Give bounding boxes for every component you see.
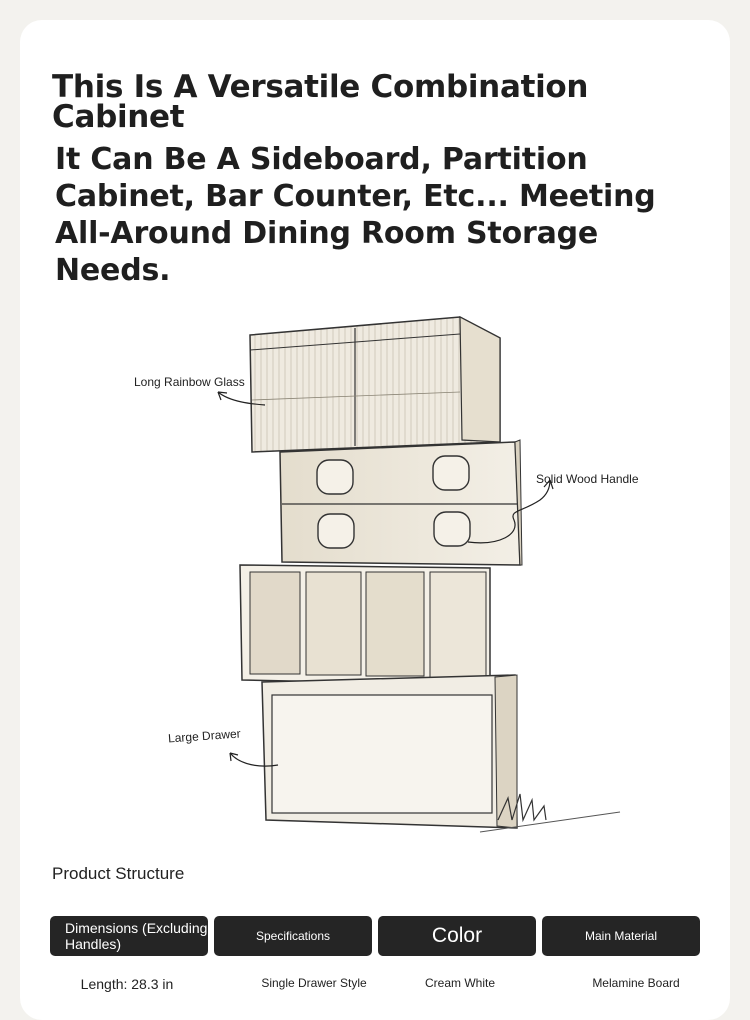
section-label: Product Structure: [52, 864, 185, 883]
spec-header-material: Main Material: [542, 916, 700, 956]
large-drawer-cabinet: [262, 675, 620, 832]
handle-icon: [318, 514, 354, 548]
spec-value-dimensions: Length: 28.3 in: [80, 976, 174, 992]
spec-value-specifications: Single Drawer Style: [261, 976, 367, 990]
spec-header-dimensions: Dimensions (Excluding Handles): [50, 916, 208, 956]
handle-drawer-cabinet: [280, 440, 522, 565]
open-shelf-cabinet: [240, 565, 490, 685]
page-subtitle: It Can Be A Sideboard, Partition Cabinet, Bar Counter, Etc... Meeting All-Around Dining Room Storage Needs.: [55, 142, 656, 288]
handle-icon: [434, 512, 470, 546]
spec-header-specifications: Specifications: [214, 916, 372, 956]
spec-value-material: Melamine Board: [592, 976, 680, 990]
glass-cabinet: [250, 317, 500, 452]
content-card: [20, 20, 730, 1020]
callout-handle: Solid Wood Handle: [536, 472, 639, 486]
page-title: This Is A Versatile Combination Cabinet: [52, 69, 589, 135]
spec-value-color: Cream White: [424, 976, 495, 990]
handle-icon: [433, 456, 469, 490]
handle-icon: [317, 460, 353, 494]
callout-glass: Long Rainbow Glass: [134, 375, 245, 389]
spec-header-color: Color: [378, 916, 536, 956]
callout-drawer: Large Drawer: [167, 726, 242, 746]
